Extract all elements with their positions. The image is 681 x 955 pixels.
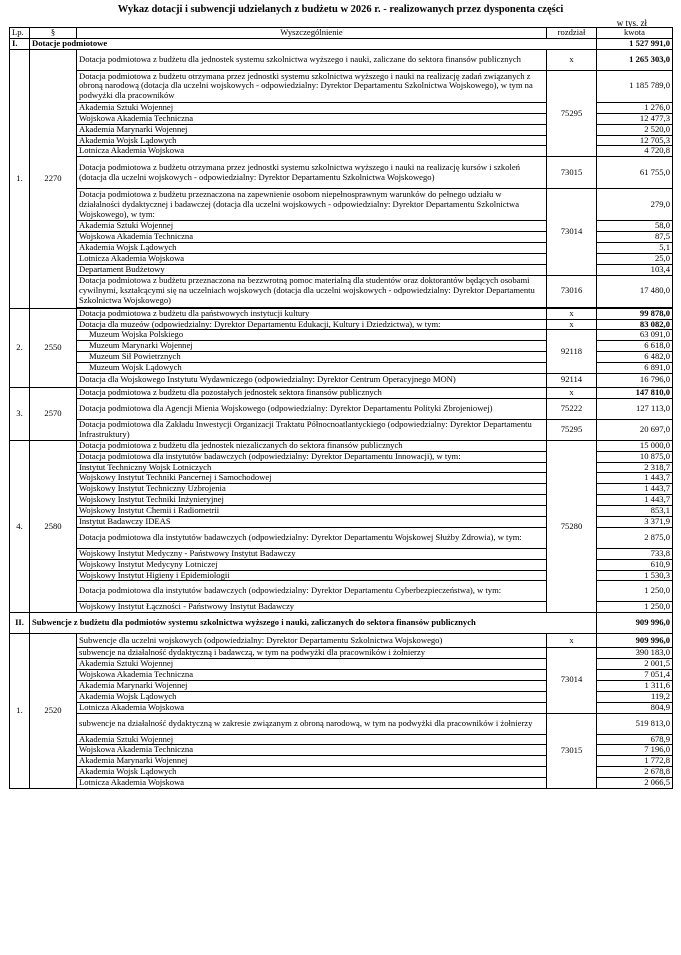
row-amount: 10 875,0 — [597, 451, 673, 462]
row-amount: 1 443,7 — [597, 473, 673, 484]
row-description: Wojskowy Instytut Medycyny Lotniczej — [77, 559, 547, 570]
header-row — [10, 28, 673, 39]
row-amount: 733,8 — [597, 548, 673, 559]
row-description: Muzeum Wojska Polskiego — [77, 330, 547, 341]
row-description: Wojskowy Instytut Chemii i Radiometrii — [77, 506, 547, 517]
row-description: Wojskowa Akademia Techniczna — [77, 745, 547, 756]
row-number: 1. — [10, 634, 30, 789]
chapter-code: 75222 — [547, 398, 597, 419]
row-description: Dotacja podmiotowa z budżetu dla państwowych instytucji kultury — [77, 308, 547, 319]
table-row — [10, 70, 673, 102]
row-amount: 2 520,0 — [597, 124, 673, 135]
document-title: Wykaz dotacji i subwencji udzielanych z budżetu w 2026 r. - realizowanych przez dysponenta części — [117, 4, 564, 15]
row-description: Dotacja dla Wojskowego Instytutu Wydawniczego (odpowiedzialny: Dyrektor Centrum Operacyjnego MON) — [77, 373, 547, 387]
table-row — [10, 157, 673, 189]
row-description: Wojskowy Instytut Techniki Pancernej i Samochodowej — [77, 473, 547, 484]
row-amount: 87,5 — [597, 232, 673, 243]
chapter-code: 92114 — [547, 373, 597, 387]
header-lp: Lp. — [10, 28, 30, 39]
row-description: Wojskowy Instytut Łączności - Państwowy Instytut Badawczy — [77, 602, 547, 613]
section-label: Dotacje podmiotowe — [30, 39, 597, 50]
row-amount: 519 813,0 — [597, 713, 673, 734]
chapter-code: 75295 — [547, 70, 597, 156]
table-row — [10, 387, 673, 398]
row-description: Dotacja podmiotowa dla Zakładu Inwestycji Organizacji Traktatu Północnoatlantyckiego (odpowiedzialny: Dyrektor Departamentu Infrastruktury) — [77, 419, 547, 440]
row-description: Akademia Marynarki Wojennej — [77, 680, 547, 691]
row-amount: 1 276,0 — [597, 102, 673, 113]
row-description: Akademia Sztuki Wojennej — [77, 734, 547, 745]
table-row — [10, 49, 673, 70]
row-description: Wojskowa Akademia Techniczna — [77, 232, 547, 243]
row-amount: 1 443,7 — [597, 484, 673, 495]
row-description: Dotacja podmiotowa dla instytutów badawczych (odpowiedzialny: Dyrektor Departamentu Innowacji), w tym: — [77, 451, 547, 462]
row-description: Dotacja podmiotowa dla instytutów badawczych (odpowiedzialny: Dyrektor Departamentu Wojskowej Służby Zdrowia), w tym: — [77, 527, 547, 548]
row-amount: 7 196,0 — [597, 745, 673, 756]
subsidy-table — [9, 27, 673, 789]
section-amount: 1 527 991,0 — [597, 39, 673, 50]
paragraph-code: 2570 — [30, 387, 77, 440]
row-amount: 1 530,3 — [597, 570, 673, 581]
row-amount: 610,9 — [597, 559, 673, 570]
row-description: Dotacja podmiotowa z budżetu przeznaczona na bezzwrotną pomoc materialną dla studentów oraz doktorantów będących osobami cywilnymi, kształcącymi się na uczelniach wojskowych (dotacja dla uczelni wojskowych - odpowiedzialny: Dyrektor Departamentu Szkolnictwa Wojskowego) — [77, 275, 547, 307]
row-amount: 2 678,8 — [597, 767, 673, 778]
row-description: Akademia Wojsk Lądowych — [77, 767, 547, 778]
row-description: Dotacja podmiotowa z budżetu dla jednostek systemu szkolnictwa wyższego i nauki, zaliczane do sektora finansów publicznych — [77, 49, 547, 70]
table-row — [10, 373, 673, 387]
row-description: Lotnicza Akademia Wojskowa — [77, 146, 547, 157]
row-number: 3. — [10, 387, 30, 440]
header-description: Wyszczególnienie — [77, 28, 547, 39]
row-description: Akademia Marynarki Wojennej — [77, 124, 547, 135]
row-amount: 12 477,3 — [597, 113, 673, 124]
row-amount: 390 183,0 — [597, 648, 673, 659]
chapter-code: 75295 — [547, 419, 597, 440]
row-description: Instytut Techniczny Wojsk Lotniczych — [77, 462, 547, 473]
row-description: Wojskowa Akademia Techniczna — [77, 670, 547, 681]
chapter-code: x — [547, 387, 597, 398]
row-description: Akademia Wojsk Lądowych — [77, 135, 547, 146]
row-description: Dotacja dla muzeów (odpowiedzialny: Dyrektor Departamentu Edukacji, Kultury i Dziedzictwa), w tym: — [77, 319, 547, 330]
table-row — [10, 634, 673, 648]
row-amount: 147 810,0 — [597, 387, 673, 398]
row-amount: 25,0 — [597, 253, 673, 264]
row-number: 2. — [10, 308, 30, 387]
row-amount: 6 482,0 — [597, 352, 673, 363]
row-amount: 678,9 — [597, 734, 673, 745]
row-amount: 2 318,7 — [597, 462, 673, 473]
row-amount: 1 265 303,0 — [597, 49, 673, 70]
section-number: I. — [10, 39, 30, 50]
row-description: Wojskowy Instytut Medyczny - Państwowy Instytut Badawczy — [77, 548, 547, 559]
chapter-code: x — [547, 634, 597, 648]
row-description: Akademia Marynarki Wojennej — [77, 756, 547, 767]
row-amount: 7 051,4 — [597, 670, 673, 681]
chapter-code: x — [547, 319, 597, 330]
chapter-code: 73015 — [547, 713, 597, 788]
row-amount: 804,9 — [597, 702, 673, 713]
row-description: Subwencje dla uczelni wojskowych (odpowiedzialny: Dyrektor Departamentu Szkolnictwa Wojskowego) — [77, 634, 547, 648]
row-amount: 6 891,0 — [597, 363, 673, 374]
row-amount: 16 796,0 — [597, 373, 673, 387]
chapter-code: 92118 — [547, 330, 597, 374]
row-amount: 1 443,7 — [597, 495, 673, 506]
header-amount: kwota — [597, 28, 673, 39]
section-amount: 909 996,0 — [597, 613, 673, 634]
row-description: Dotacja podmiotowa z budżetu otrzymana przez jednostki systemu szkolnictwa wyższego i nauki na realizację zadań związanych z obroną narodową (dotacja dla uczelni wojskowych - odpowiedzialny: Dyrektor Departamentu Szkolnictwa Wojskowego), w tym na podwyżki dla pracowników — [77, 70, 547, 102]
table-row — [10, 440, 673, 451]
row-amount: 1 311,6 — [597, 680, 673, 691]
row-description: Akademia Sztuki Wojennej — [77, 221, 547, 232]
row-amount: 61 755,0 — [597, 157, 673, 189]
chapter-code: 73014 — [547, 189, 597, 275]
section-row — [10, 613, 673, 634]
unit-label: w tys. zł — [616, 18, 647, 28]
row-description: Wojskowa Akademia Techniczna — [77, 113, 547, 124]
row-amount: 12 705,3 — [597, 135, 673, 146]
row-amount: 1 185 789,0 — [597, 70, 673, 102]
row-description: Akademia Wojsk Lądowych — [77, 691, 547, 702]
header-paragraph: § — [30, 28, 77, 39]
row-amount: 17 480,0 — [597, 275, 673, 307]
chapter-code: 73014 — [547, 648, 597, 713]
row-amount: 99 878,0 — [597, 308, 673, 319]
row-description: Dotacja podmiotowa z budżetu przeznaczona na zapewnienie osobom niepełnosprawnym warunków do pełnego udziału w działalności dydaktycznej i badawczej (dotacja dla uczelni wojskowych - odpowiedzialny: Dyrektor Departamentu Szkolnictwa Wojskowego), w tym: — [77, 189, 547, 221]
row-description: Dotacja podmiotowa dla Agencji Mienia Wojskowego (odpowiedzialny: Dyrektor Departamentu Polityki Zbrojeniowej) — [77, 398, 547, 419]
paragraph-code: 2580 — [30, 440, 77, 613]
table-row — [10, 419, 673, 440]
row-amount: 5,1 — [597, 243, 673, 254]
row-amount: 1 250,0 — [597, 602, 673, 613]
row-amount: 2 001,5 — [597, 659, 673, 670]
paragraph-code: 2520 — [30, 634, 77, 789]
row-description: Muzeum Wojsk Lądowych — [77, 363, 547, 374]
row-description: Dotacja podmiotowa dla instytutów badawczych (odpowiedzialny: Dyrektor Departamentu Cyberbezpieczeństwa), w tym: — [77, 581, 547, 602]
row-description: Departament Budżetowy — [77, 264, 547, 275]
row-description: Wojskowy Instytut Techniczny Uzbrojenia — [77, 484, 547, 495]
row-amount: 3 371,9 — [597, 516, 673, 527]
row-amount: 4 720,8 — [597, 146, 673, 157]
table-row — [10, 319, 673, 330]
row-amount: 103,4 — [597, 264, 673, 275]
row-amount: 63 091,0 — [597, 330, 673, 341]
header-chapter: rozdział — [547, 28, 597, 39]
row-description: Akademia Sztuki Wojennej — [77, 659, 547, 670]
row-description: Muzeum Sił Powietrznych — [77, 352, 547, 363]
row-amount: 119,2 — [597, 691, 673, 702]
chapter-code: 75280 — [547, 440, 597, 613]
section-number: II. — [10, 613, 30, 634]
row-amount: 2 066,5 — [597, 778, 673, 789]
table-row — [10, 648, 673, 659]
table-row — [10, 398, 673, 419]
paragraph-code: 2550 — [30, 308, 77, 387]
row-amount: 1 772,8 — [597, 756, 673, 767]
chapter-code: 73015 — [547, 157, 597, 189]
chapter-code: x — [547, 49, 597, 70]
row-number: 1. — [10, 49, 30, 308]
chapter-code: x — [547, 308, 597, 319]
chapter-code: 73016 — [547, 275, 597, 307]
paragraph-code: 2270 — [30, 49, 77, 308]
row-description: Lotnicza Akademia Wojskowa — [77, 778, 547, 789]
table-row — [10, 330, 673, 341]
row-description: Lotnicza Akademia Wojskowa — [77, 253, 547, 264]
table-row — [10, 189, 673, 221]
section-row — [10, 39, 673, 50]
row-description: Wojskowy Instytut Higieny i Epidemiologii — [77, 570, 547, 581]
table-row — [10, 308, 673, 319]
row-description: Akademia Wojsk Lądowych — [77, 243, 547, 254]
row-description: subwencje na działalność dydaktyczną w zakresie związanym z obroną narodową, w tym na podwyżki dla pracowników i żołnierzy — [77, 713, 547, 734]
row-description: Dotacja podmiotowa z budżetu otrzymana przez jednostki systemu szkolnictwa wyższego i nauki na realizację kursów i szkoleń (dotacja dla uczelni wojskowych - odpowiedzialny: Dyrektor Departamentu Szkolnictwa Wojskowego) — [77, 157, 547, 189]
row-description: Instytut Badawczy IDEAS — [77, 516, 547, 527]
table-row — [10, 713, 673, 734]
section-label: Subwencje z budżetu dla podmiotów systemu szkolnictwa wyższego i nauki, zaliczanych do sektora finansów publicznych — [30, 613, 597, 634]
row-amount: 1 250,0 — [597, 581, 673, 602]
row-number: 4. — [10, 440, 30, 613]
row-amount: 127 113,0 — [597, 398, 673, 419]
row-amount: 853,1 — [597, 506, 673, 517]
row-description: Muzeum Marynarki Wojennej — [77, 341, 547, 352]
row-description: Akademia Sztuki Wojennej — [77, 102, 547, 113]
row-amount: 83 082,0 — [597, 319, 673, 330]
row-amount: 6 618,0 — [597, 341, 673, 352]
table-row — [10, 275, 673, 307]
row-amount: 15 000,0 — [597, 440, 673, 451]
row-amount: 909 996,0 — [597, 634, 673, 648]
row-description: subwencje na działalność dydaktyczną i badawczą, w tym na podwyżki dla pracowników i żołnierzy — [77, 648, 547, 659]
row-amount: 58,0 — [597, 221, 673, 232]
row-description: Dotacja podmiotowa z budżetu dla pozostałych jednostek sektora finansów publicznych — [77, 387, 547, 398]
row-description: Wojskowy Instytut Techniki Inżynieryjnej — [77, 495, 547, 506]
row-amount: 20 697,0 — [597, 419, 673, 440]
row-amount: 2 875,0 — [597, 527, 673, 548]
row-amount: 279,0 — [597, 189, 673, 221]
row-description: Lotnicza Akademia Wojskowa — [77, 702, 547, 713]
row-description: Dotacja podmiotowa z budżetu dla jednostek niezaliczanych do sektora finansów publicznych — [77, 440, 547, 451]
